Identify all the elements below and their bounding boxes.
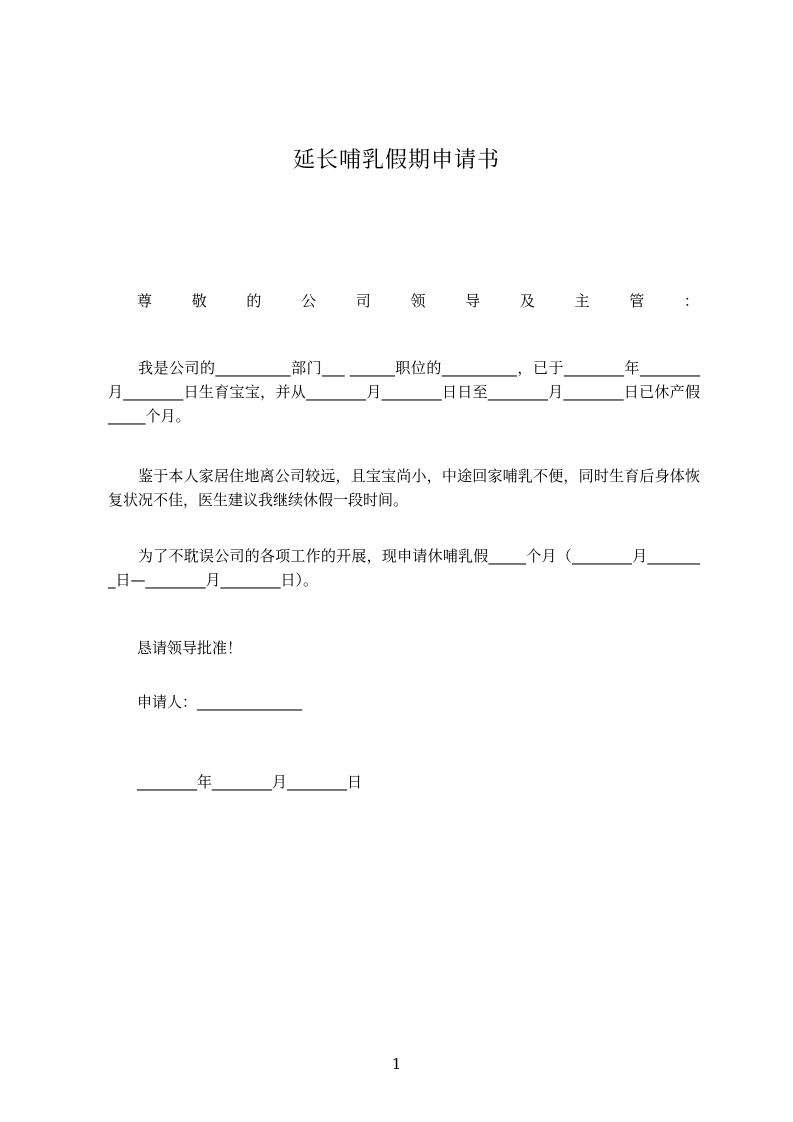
- request-approval: 恳请领导批准！: [137, 639, 243, 657]
- salutation-char: 管: [629, 292, 645, 310]
- applicant-blank: ______________: [197, 693, 303, 711]
- salutation-char: 主: [574, 292, 590, 310]
- paragraph-request-period: 为了不耽误公司的各项工作的开展，现申请休哺乳假_____个月（________月________日—________月________日）。: [108, 547, 700, 589]
- salutation-char: 尊: [137, 292, 153, 310]
- salutation-char: 及: [519, 292, 535, 310]
- salutation-char: 公: [301, 292, 317, 310]
- applicant-label: 申请人：: [137, 693, 198, 711]
- applicant-line: [137, 690, 302, 714]
- salutation-char: 司: [355, 292, 371, 310]
- page-number: 1: [391, 1055, 402, 1073]
- salutation: [137, 290, 699, 311]
- salutation-char: 敬: [191, 292, 207, 310]
- salutation-char: 的: [246, 292, 262, 310]
- document-title: 延长哺乳假期申请书: [292, 148, 500, 173]
- salutation-char: 领: [410, 292, 426, 310]
- date-line: ________年________月________日: [137, 773, 363, 791]
- salutation-char: ：: [683, 292, 699, 310]
- paragraph-birth-info: 我是公司的__________部门___ ______职位的__________，已于________年________月________日生育宝宝，并从________月________日日至________月________日已休产假_____个月。: [108, 359, 700, 425]
- salutation-char: 导: [465, 292, 481, 310]
- paragraph-reason: 鉴于本人家居住地离公司较远，且宝宝尚小，中途回家哺乳不便，同时生育后身体恢复状况不佳，医生建议我继续休假一段时间。: [108, 467, 700, 509]
